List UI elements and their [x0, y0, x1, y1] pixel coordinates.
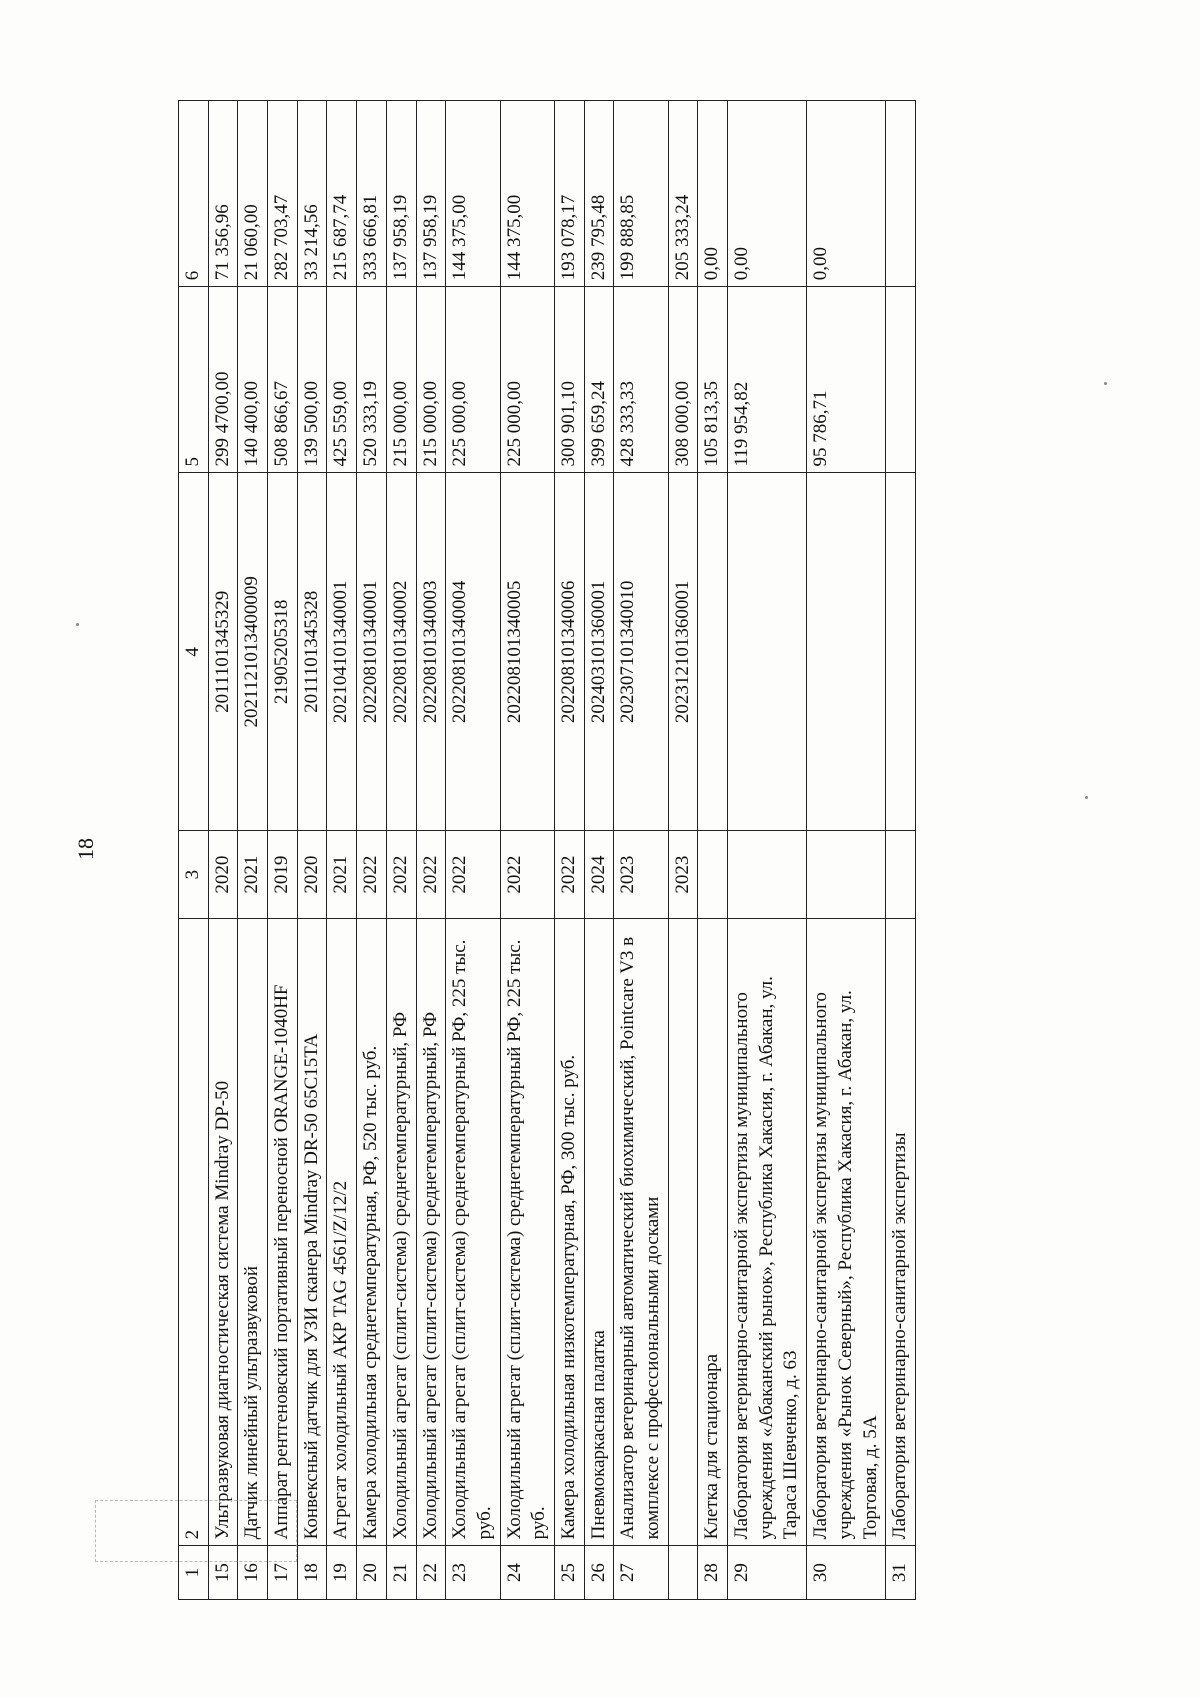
table-row	[698, 101, 728, 1600]
initial-cost-cell: 428 333,33	[614, 287, 668, 473]
year-cell	[728, 831, 807, 919]
row-number-cell	[668, 1546, 698, 1600]
name-cell: Конвексный датчик для УЗИ сканера Mindray DR-50 65C15TA	[297, 919, 327, 1546]
year-cell: 2020	[297, 831, 327, 919]
registry-table-container	[178, 100, 1098, 1600]
residual-cost-cell: 137 958,19	[386, 101, 416, 287]
initial-cost-cell: 508 866,67	[268, 287, 298, 473]
initial-cost-cell: 425 559,00	[327, 287, 357, 473]
row-number-cell: 18	[297, 1546, 327, 1600]
name-cell: Лаборатория ветеринарно-санитарной экспертизы муниципального учреждения «Рынок Северный», Республика Хакасия, г. Абакан, ул. Торговая, д. 5А	[807, 919, 886, 1546]
year-cell	[698, 831, 728, 919]
name-cell: Камера холодильная низкотемпературная, РФ, 300 тыс. руб.	[554, 919, 584, 1546]
year-cell: 2023	[614, 831, 668, 919]
row-number-cell: 26	[584, 1546, 614, 1600]
scan-speck	[1085, 796, 1088, 799]
year-cell: 2021	[327, 831, 357, 919]
row-number-cell: 19	[327, 1546, 357, 1600]
inventory-number-cell: 202208101340005	[500, 473, 554, 831]
table-row	[268, 101, 298, 1600]
name-cell: Лаборатория ветеринарно-санитарной экспертизы	[886, 919, 916, 1546]
residual-cost-cell: 0,00	[807, 101, 886, 287]
table-row	[238, 101, 268, 1600]
inventory-number-cell: 21905205318	[268, 473, 298, 831]
header-cell-6: 6	[179, 101, 209, 287]
table-row	[386, 101, 416, 1600]
table-row	[416, 101, 446, 1600]
page-number: 18	[73, 838, 98, 860]
table-row	[327, 101, 357, 1600]
residual-cost-cell	[886, 101, 916, 287]
row-number-cell: 15	[208, 1546, 238, 1600]
header-cell-5: 5	[179, 287, 209, 473]
name-cell: Холодильный агрегат (сплит-система) среднетемпературный РФ, 225 тыс. руб.	[446, 919, 500, 1546]
inventory-number-cell: 202208101340002	[386, 473, 416, 831]
header-cell-3: 3	[179, 831, 209, 919]
residual-cost-cell: 33 214,56	[297, 101, 327, 287]
initial-cost-cell: 520 333,19	[357, 287, 387, 473]
name-cell: Ультразвуковая диагностическая система Mindray DP-50	[208, 919, 238, 1546]
year-cell: 2022	[554, 831, 584, 919]
inventory-number-cell	[886, 473, 916, 831]
name-cell: Анализатор ветеринарный автоматический биохимический, Pointcare V3 в комплексе с профессиональными досками	[614, 919, 668, 1546]
year-cell: 2024	[584, 831, 614, 919]
name-cell: Холодильный агрегат (сплит-система) среднетемпературный РФ, 225 тыс. руб.	[500, 919, 554, 1546]
residual-cost-cell: 21 060,00	[238, 101, 268, 287]
residual-cost-cell: 0,00	[698, 101, 728, 287]
initial-cost-cell: 299 4700,00	[208, 287, 238, 473]
inventory-number-cell: 202312101360001	[668, 473, 698, 831]
initial-cost-cell: 95 786,71	[807, 287, 886, 473]
header-cell-4: 4	[179, 473, 209, 831]
initial-cost-cell: 215 000,00	[386, 287, 416, 473]
year-cell: 2023	[668, 831, 698, 919]
table-row	[807, 101, 886, 1600]
year-cell: 2021	[238, 831, 268, 919]
name-cell: Холодильный агрегат (сплит-система) среднетемпературный, РФ	[416, 919, 446, 1546]
initial-cost-cell	[886, 287, 916, 473]
name-cell: Агрегат холодильный АКР TAG 4561/Z/12/2	[327, 919, 357, 1546]
inventory-number-cell: 202403101360001	[584, 473, 614, 831]
name-cell	[668, 919, 698, 1546]
inventory-number-cell: 202208101340004	[446, 473, 500, 831]
initial-cost-cell: 399 659,24	[584, 287, 614, 473]
residual-cost-cell: 71 356,96	[208, 101, 238, 287]
name-cell: Камера холодильная среднетемпературная, РФ, 520 тыс. руб.	[357, 919, 387, 1546]
row-number-cell: 30	[807, 1546, 886, 1600]
table-row	[357, 101, 387, 1600]
inventory-number-cell	[807, 473, 886, 831]
residual-cost-cell: 333 666,81	[357, 101, 387, 287]
initial-cost-cell: 119 954,82	[728, 287, 807, 473]
table-row	[500, 101, 554, 1600]
asset-registry-table	[178, 100, 916, 1600]
inventory-number-cell: 202104101340001	[327, 473, 357, 831]
year-cell: 2022	[357, 831, 387, 919]
residual-cost-cell: 137 958,19	[416, 101, 446, 287]
name-cell: Лаборатория ветеринарно-санитарной экспертизы муниципального учреждения «Абаканский рынок», Республика Хакасия, г. Абакан, ул. Тараса Шевченко, д. 63	[728, 919, 807, 1546]
row-number-cell: 21	[386, 1546, 416, 1600]
row-number-cell: 31	[886, 1546, 916, 1600]
initial-cost-cell: 225 000,00	[500, 287, 554, 473]
table-row	[446, 101, 500, 1600]
row-number-cell: 16	[238, 1546, 268, 1600]
inventory-number-cell: 2011101345329	[208, 473, 238, 831]
residual-cost-cell: 199 888,85	[614, 101, 668, 287]
row-number-cell: 29	[728, 1546, 807, 1600]
year-cell: 2022	[500, 831, 554, 919]
header-row	[179, 101, 209, 1600]
scan-speck	[76, 623, 79, 626]
row-number-cell: 28	[698, 1546, 728, 1600]
year-cell: 2022	[446, 831, 500, 919]
table-row	[297, 101, 327, 1600]
year-cell: 2022	[386, 831, 416, 919]
inventory-number-cell: 202307101340010	[614, 473, 668, 831]
year-cell: 2019	[268, 831, 298, 919]
row-number-cell: 20	[357, 1546, 387, 1600]
initial-cost-cell: 308 000,00	[668, 287, 698, 473]
year-cell	[807, 831, 886, 919]
name-cell: Датчик линейный ультразвуковой	[238, 919, 268, 1546]
table-row	[614, 101, 668, 1600]
residual-cost-cell: 144 375,00	[446, 101, 500, 287]
residual-cost-cell: 193 078,17	[554, 101, 584, 287]
year-cell: 2020	[208, 831, 238, 919]
inventory-number-cell: 2021121013400009	[238, 473, 268, 831]
name-cell: Клетка для стационара	[698, 919, 728, 1546]
initial-cost-cell: 139 500,00	[297, 287, 327, 473]
initial-cost-cell: 105 813,35	[698, 287, 728, 473]
row-number-cell: 23	[446, 1546, 500, 1600]
residual-cost-cell: 205 333,24	[668, 101, 698, 287]
ink-stamp	[95, 1500, 297, 1562]
inventory-number-cell	[698, 473, 728, 831]
table-row	[886, 101, 916, 1600]
initial-cost-cell: 140 400,00	[238, 287, 268, 473]
rotated-table-frame	[178, 100, 1098, 1600]
inventory-number-cell	[728, 473, 807, 831]
table-row	[728, 101, 807, 1600]
name-cell: Аппарат рентгеновский портативный переносной ORANGE-1040HF	[268, 919, 298, 1546]
table-row	[584, 101, 614, 1600]
initial-cost-cell: 225 000,00	[446, 287, 500, 473]
residual-cost-cell: 144 375,00	[500, 101, 554, 287]
inventory-number-cell: 202208101340001	[357, 473, 387, 831]
inventory-number-cell: 2011101345328	[297, 473, 327, 831]
table-body	[208, 101, 915, 1600]
inventory-number-cell: 202208101340006	[554, 473, 584, 831]
row-number-cell: 22	[416, 1546, 446, 1600]
residual-cost-cell: 239 795,48	[584, 101, 614, 287]
inventory-number-cell: 202208101340003	[416, 473, 446, 831]
row-number-cell: 24	[500, 1546, 554, 1600]
row-number-cell: 25	[554, 1546, 584, 1600]
name-cell: Пневмокаркасная палатка	[584, 919, 614, 1546]
year-cell	[886, 831, 916, 919]
table-row	[668, 101, 698, 1600]
residual-cost-cell: 282 703,47	[268, 101, 298, 287]
table-row	[554, 101, 584, 1600]
initial-cost-cell: 300 901,10	[554, 287, 584, 473]
year-cell: 2022	[416, 831, 446, 919]
row-number-cell: 27	[614, 1546, 668, 1600]
table-row	[208, 101, 238, 1600]
residual-cost-cell: 215 687,74	[327, 101, 357, 287]
header-cell-1: 1	[179, 1546, 209, 1600]
residual-cost-cell: 0,00	[728, 101, 807, 287]
header-cell-2: 2	[179, 919, 209, 1546]
scan-speck	[1104, 382, 1107, 385]
name-cell: Холодильный агрегат (сплит-система) среднетемпературный, РФ	[386, 919, 416, 1546]
row-number-cell: 17	[268, 1546, 298, 1600]
initial-cost-cell: 215 000,00	[416, 287, 446, 473]
